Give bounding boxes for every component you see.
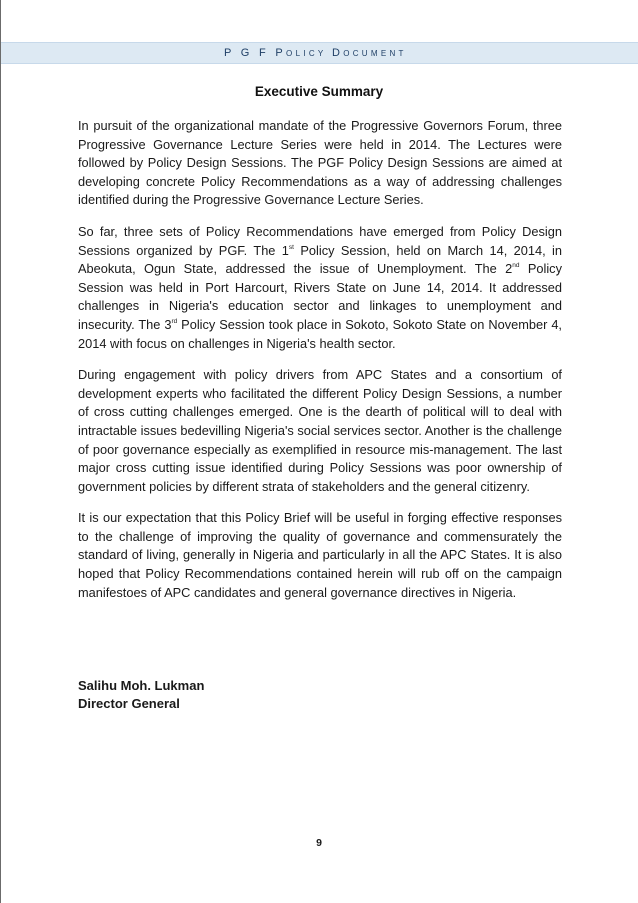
page-number: 9 <box>316 837 322 849</box>
running-header-part: OLICY <box>286 49 332 58</box>
text-run: So far, three sets of Policy Recommendations have emerged from Policy Design Sessions organized by PGF. The 1 <box>78 223 562 258</box>
running-header-part: G F <box>234 47 276 59</box>
text-run: Policy Session, held on March 14, 2014, in Abeokuta, Ogun State, addressed the issue of Unemployment. The 2 <box>78 242 562 277</box>
paragraph <box>78 366 562 496</box>
document-body <box>78 117 562 615</box>
running-header-part: P <box>275 47 287 59</box>
running-header-part: P <box>224 47 235 59</box>
text-run: Policy Session took place in Sokoto, Sokoto State on November 4, 2014 with focus on challenges in Nigeria's health sector. <box>78 316 562 351</box>
page-left-border <box>0 0 1 903</box>
document-title: Executive Summary <box>254 84 384 99</box>
paragraph <box>78 117 562 210</box>
paragraph <box>78 223 562 353</box>
text-run: During engagement with policy drivers from APC States and a consortium of development experts who facilitated the different Policy Design Sessions, a number of cross cutting challenges emerged. One is the dearth of political will to deal with intractable issues bedevilling Nigeria's social services sector. Another is the challenge of poor governance especially as exemplified in resource mis-management. The last major cross cutting issue identified during Policy Sessions was poor ownership of government policies by different strata of stakeholders and the general citizenry. <box>78 367 563 494</box>
paragraph <box>78 509 562 602</box>
ordinal-suffix: st <box>288 243 294 251</box>
running-header-part: OCUMENT <box>343 49 407 58</box>
running-header-part: D <box>331 47 344 59</box>
signatory-position: Director General <box>78 696 180 711</box>
signature-block <box>78 677 204 713</box>
text-run: It is our expectation that this Policy Brief will be useful in forging effective responses to the challenge of improving the quality of governance and commensurately the standard of living, generally in Nigeria and particularly in all the APC States. It is also hoped that Policy Recommendations contained herein will rub off on the campaign manifestoes of APC candidates and general governance directives in Nigeria. <box>78 510 562 600</box>
text-run: Policy Session was held in Port Harcourt, Rivers State on June 14, 2014. It addressed challenges in Nigeria's education sector and linkages to unemployment and insecurity. The 3 <box>78 261 562 332</box>
signatory-name: Salihu Moh. Lukman <box>78 678 205 693</box>
running-header <box>224 47 407 59</box>
ordinal-suffix: nd <box>512 262 520 270</box>
text-run: In pursuit of the organizational mandate of the Progressive Governors Forum, three Progressive Governance Lecture Series were held in 2014. The Lectures were followed by Policy Design Sessions. The PGF Policy Design Sessions are aimed at developing concrete Policy Recommendations as a way of addressing challenges identified during the Progressive Governance Lecture Series. <box>78 118 562 208</box>
ordinal-suffix: rd <box>171 317 178 325</box>
